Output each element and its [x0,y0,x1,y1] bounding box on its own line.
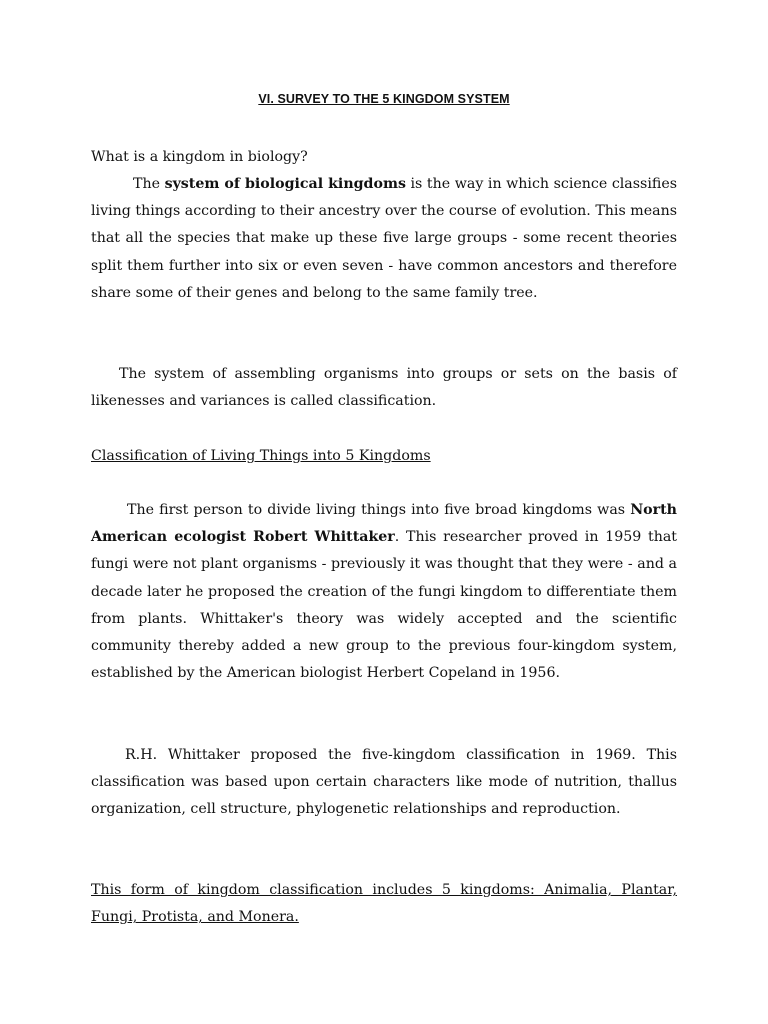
p3-bold-term: North American ecologist Robert Whittaker [91,502,677,546]
question-line: What is a kingdom in biology? [91,149,308,165]
paragraph-whittaker-history [91,497,677,687]
paragraph-five-kingdom-basis: R.H. Whittaker proposed the five-kingdom classification in 1969. This classification was based upon certain characters like mode of nutrition, thallus organization, cell structure, phylogenetic relationships and reproduction. [91,747,677,818]
paragraph-classification-definition: The system of assembling organisms into groups or sets on the basis of likenesses and variances is called classification. [91,366,677,410]
p1-text-start: The [133,176,165,192]
paragraph-kingdom-list: This form of kingdom classification includes 5 kingdoms: Animalia, Plantar, Fungi, Protista, and Monera. [91,882,677,926]
p1-text-end: is the way in which science classifies living things according to their ancestry over the course of evolution. This means that all the species that make up these five large groups - some recent theories split them further into six or even seven - have common ancestors and therefore share some of their genes and belong to the same family tree. [91,176,678,301]
section-subheading: Classification of Living Things into 5 Kingdoms [91,448,431,464]
p3-text-start: The first person to divide living things into five broad kingdoms was [127,502,631,518]
p1-bold-term: system of biological kingdoms [164,176,406,192]
document-title: VI. SURVEY TO THE 5 KINGDOM SYSTEM [258,92,510,106]
p3-text-end: . This researcher proved in 1959 that fungi were not plant organisms - previously it was thought that they were - and a decade later he proposed the creation of the fungi kingdom to differentiate them from plants. Whittaker's theory was widely accepted and the scientific community thereby added a new group to the previous four-kingdom system, established by the American biologist Herbert Copeland in 1956. [91,529,677,682]
paragraph-kingdom-definition [91,171,677,307]
